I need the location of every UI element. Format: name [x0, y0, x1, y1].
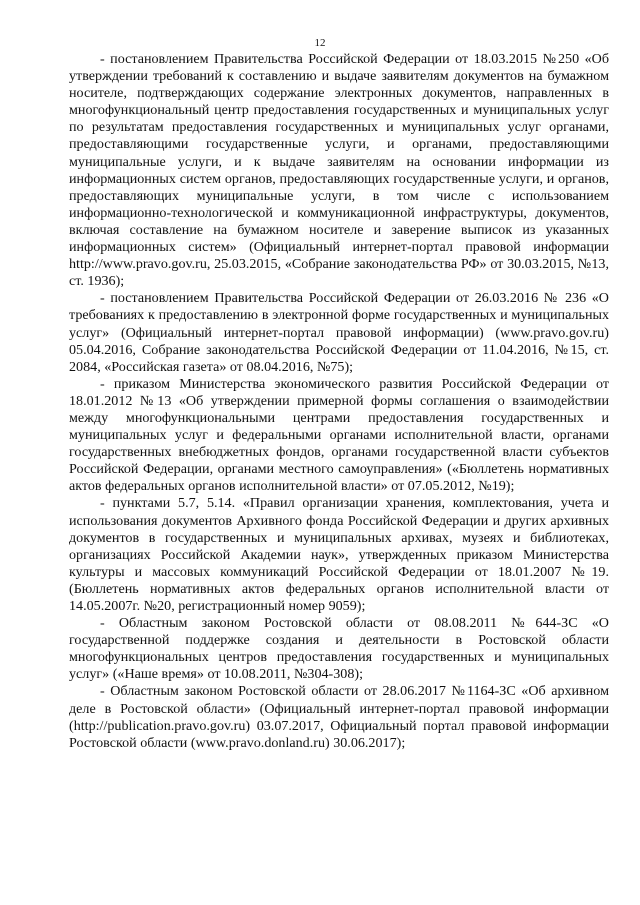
document-body	[69, 51, 609, 752]
paragraph-regional-law-1164: - Областным законом Ростовской области от 28.06.2017 №1164-ЗС «Об архивном деле в Ростовской области» (Официальный интернет-портал правовой информации (http://publication.pravo.gov.ru) 03.07.2017, Официальный портал правовой информации Ростовской области (www.pravo.donland.ru) 30.06.2017);	[69, 683, 609, 751]
page-number: 12	[314, 37, 326, 49]
paragraph-resolution-236: - постановлением Правительства Российской Федерации от 26.03.2016 № 236 «О требованиях к предоставлению в электронной форме государственных и муниципальных услуг» (Официальный интернет-портал правовой информации) (www.pravo.gov.ru) 05.04.2016, Собрание законодательства Российской Федерации от 11.04.2016, №15, ст. 2084, «Российская газета» от 08.04.2016, №75);	[69, 290, 609, 375]
paragraph-order-13: - приказом Министерства экономического развития Российской Федерации от 18.01.2012 №13 «Об утверждении примерной формы соглашения о взаимодействии между многофункциональными центрами предоставления государственных и муниципальных услуг и федеральными органами исполнительной власти, органами государственных внебюджетных фондов, органами государственной власти субъектов Российской Федерации, органами местного самоуправления» («Бюллетень нормативных актов федеральных органов исполнительной власти» от 07.05.2012, №19);	[69, 375, 609, 495]
paragraph-archive-rules: - пунктами 5.7, 5.14. «Правил организации хранения, комплектования, учета и использования документов Архивного фонда Российской Федерации и других архивных документов в государственных и муниципальных архивах, музеях и библиотеках, организациях Российской Академии наук», утвержденных приказом Министерства культуры и массовых коммуникаций Российской Федерации от 18.01.2007 №19. (Бюллетень нормативных актов федеральных органов исполнительной власти от 14.05.2007г. №20, регистрационный номер 9059);	[69, 495, 609, 614]
paragraph-resolution-250: - постановлением Правительства Российской Федерации от 18.03.2015 №250 «Об утверждении требований к составлению и выдаче заявителям документов на бумажном носителе, подтверждающих содержание электронных документов, направленных в многофункциональный центр предоставления государственных и муниципальных услуг по результатам предоставления государственных и муниципальных услуг органами, предоставляющими государственные услуги, и органами, предоставляющими муниципальные услуги, и к выдаче заявителям на основании информации из информационных систем органов, предоставляющих государственные услуги, и органов, предоставляющих муниципальные услуги, в том числе с использованием информационно-технологической и коммуникационной инфраструктуры, документов, включая составление на бумажном носителе и заверение выписок из указанных информационных систем» (Официальный интернет-портал правовой информации http://www.pravo.gov.ru, 25.03.2015, «Собрание законодательства РФ» от 30.03.2015, №13, ст. 1936);	[69, 51, 609, 290]
paragraph-regional-law-644: - Областным законом Ростовской области от 08.08.2011 №644-ЗС «О государственной поддержке создания и деятельности в Ростовской области многофункциональных центров предоставления государственных и муниципальных услуг» («Наше время» от 10.08.2011, №304-308);	[69, 615, 609, 683]
